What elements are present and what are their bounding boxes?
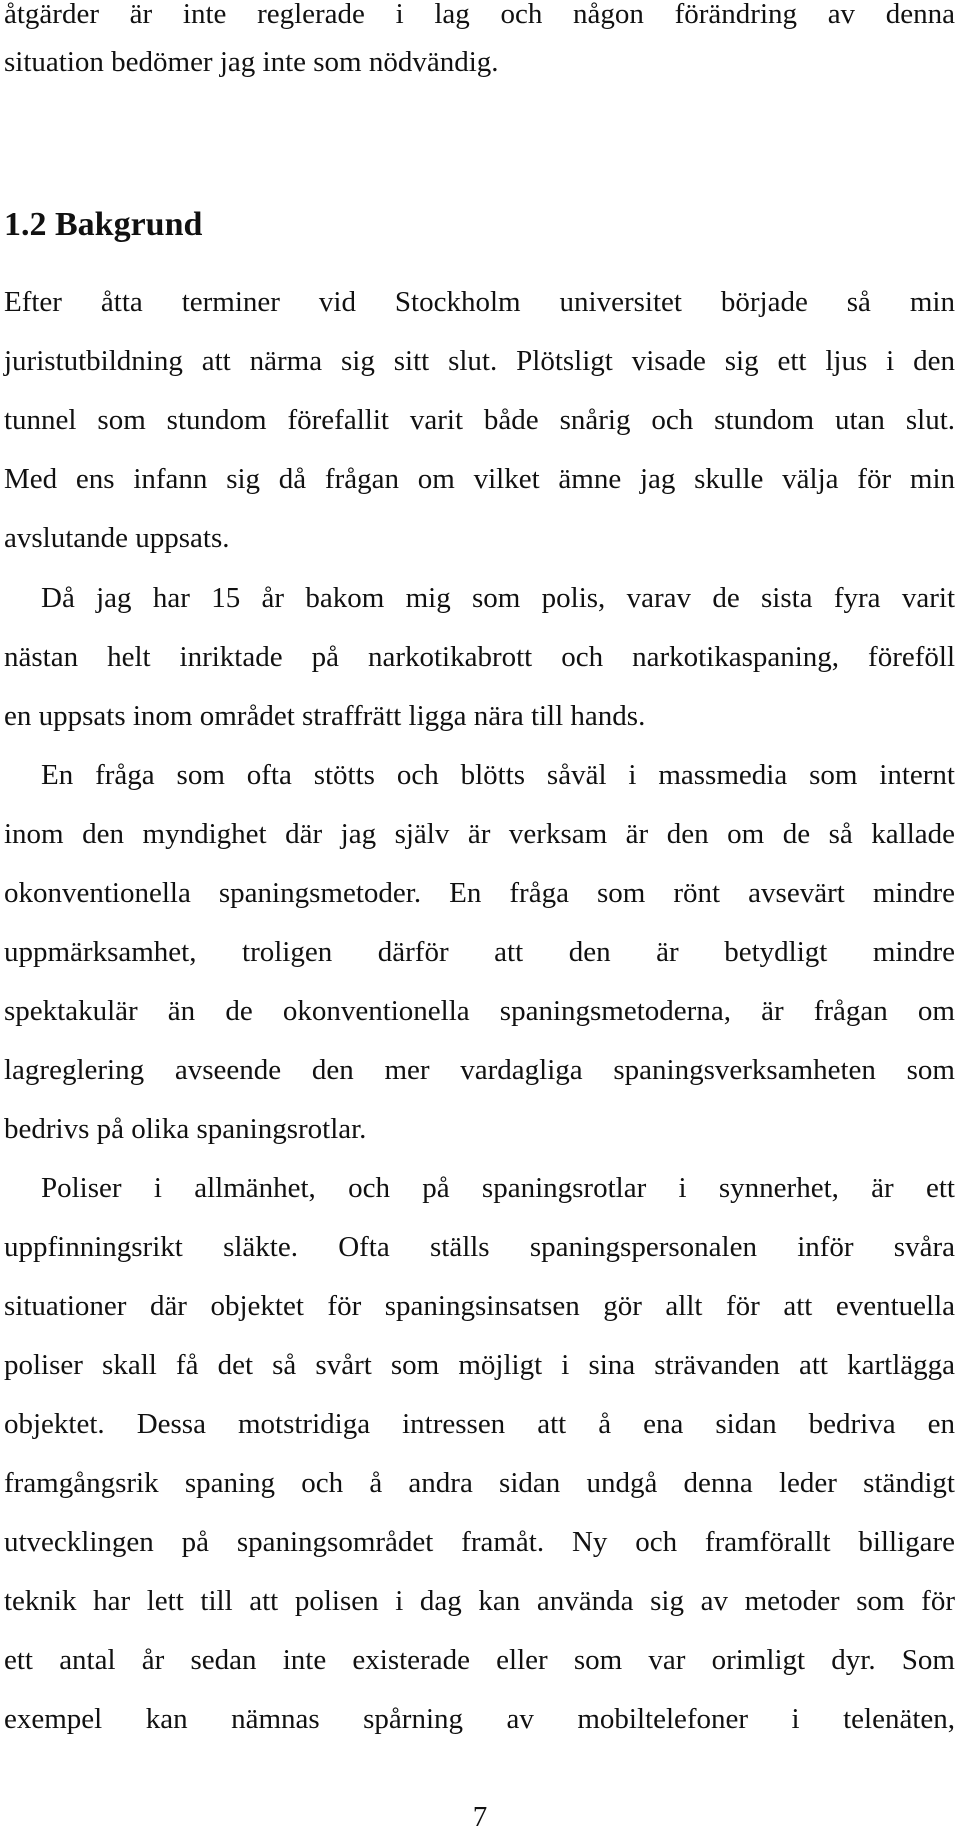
paragraph-line: Poliser i allmänhet, och på spaningsrotlar i synnerhet, är ett [41, 1172, 955, 1204]
paragraph-line: okonventionella spaningsmetoder. En fråga som rönt avsevärt mindre [4, 877, 955, 909]
paragraph-line: situationer där objektet för spaningsinsatsen gör allt för att eventuella [4, 1290, 955, 1322]
paragraph-line: Då jag har 15 år bakom mig som polis, varav de sista fyra varit [41, 582, 955, 614]
paragraph-line: utvecklingen på spaningsområdet framåt. Ny och framförallt billigare [4, 1526, 955, 1558]
paragraph-line: ett antal år sedan inte existerade eller som var orimligt dyr. Som [4, 1644, 955, 1676]
paragraph-line: nästan helt inriktade på narkotikabrott och narkotikaspaning, föreföll [4, 641, 955, 673]
paragraph-line: lagreglering avseende den mer vardagliga spaningsverksamheten som [4, 1054, 955, 1086]
intro-line: situation bedömer jag inte som nödvändig. [4, 46, 499, 78]
intro-line: åtgärder är inte reglerade i lag och någon förändring av denna [4, 0, 955, 30]
paragraph-line: inom den myndighet där jag själv är verksam är den om de så kallade [4, 818, 955, 850]
paragraph-line: Efter åtta terminer vid Stockholm universitet började så min [4, 286, 955, 318]
paragraph-line: juristutbildning att närma sig sitt slut. Plötsligt visade sig ett ljus i den [4, 345, 955, 377]
paragraph-line: poliser skall få det så svårt som möjligt i sina strävanden att kartlägga [4, 1349, 955, 1381]
paragraph-line: framgångsrik spaning och å andra sidan undgå denna leder ständigt [4, 1467, 955, 1499]
paragraph-line: En fråga som ofta stötts och blötts såväl i massmedia som internt [41, 759, 955, 791]
section-heading: 1.2 Bakgrund [4, 206, 203, 243]
paragraph-line: Med ens infann sig då frågan om vilket ämne jag skulle välja för min [4, 463, 955, 495]
paragraph-line: exempel kan nämnas spårning av mobiltelefoner i telenäten, [4, 1703, 955, 1735]
paragraph-line: en uppsats inom området straffrätt ligga nära till hands. [4, 700, 646, 732]
page-number: 7 [472, 1801, 488, 1833]
paragraph-line: bedrivs på olika spaningsrotlar. [4, 1113, 367, 1145]
paragraph-line: uppmärksamhet, troligen därför att den är betydligt mindre [4, 936, 955, 968]
paragraph-line: avslutande uppsats. [4, 522, 230, 554]
paragraph-line: tunnel som stundom förefallit varit både snårig och stundom utan slut. [4, 404, 955, 436]
paragraph-line: teknik har lett till att polisen i dag kan använda sig av metoder som för [4, 1585, 955, 1617]
paragraph-line: objektet. Dessa motstridiga intressen att å ena sidan bedriva en [4, 1408, 955, 1440]
paragraph-line: spektakulär än de okonventionella spaningsmetoderna, är frågan om [4, 995, 955, 1027]
paragraph-line: uppfinningsrikt släkte. Ofta ställs spaningspersonalen inför svåra [4, 1231, 955, 1263]
